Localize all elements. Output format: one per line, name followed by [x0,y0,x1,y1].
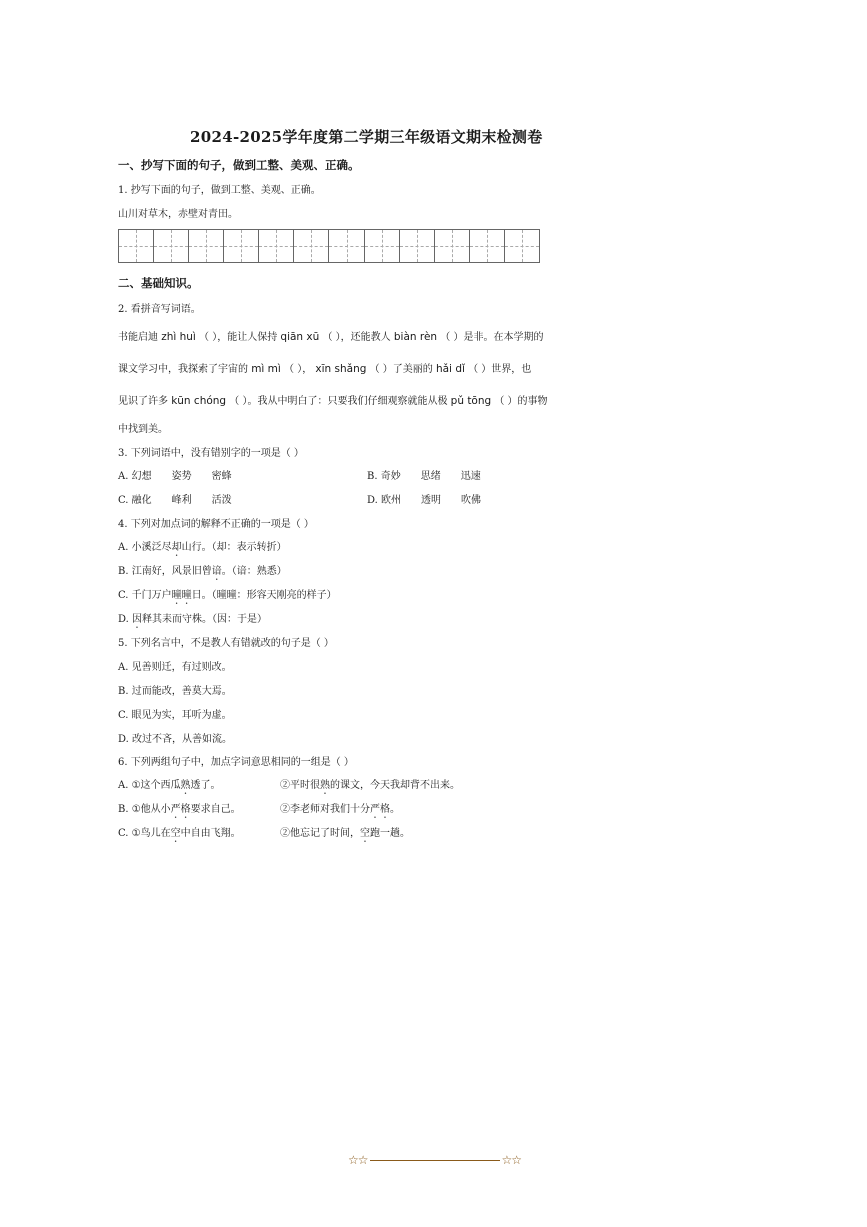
q5-option-b[interactable]: B. 过而能改，善莫大焉。 [118,686,232,697]
q3-prompt: 3. 下列词语中，没有错别字的一项是（ ） [118,448,304,459]
dotted-word: 谙 [211,566,222,577]
q2-blank[interactable]: （ ）的事物 [494,396,548,407]
q2-blank[interactable]: （ ）。我从中明白了：只要我们仔细观察就能从极 [229,396,448,407]
option-text: 释其耒而守株。（因：于是） [142,614,268,625]
grid-cell[interactable] [259,229,294,263]
dotted-word: 曈曈 [171,590,192,601]
q2-text: 书能启迪 [118,332,158,343]
dotted-word: 熟 [320,780,330,791]
q5-prompt: 5. 下列名言中，不是教人有错就改的句子是（ ） [118,638,334,649]
q5-option-a[interactable]: A. 见善则迁，有过则改。 [118,662,232,673]
q4-option-d[interactable] [118,610,267,631]
grid-cell[interactable] [189,229,224,263]
grid-cell[interactable] [329,229,364,263]
pinyin: biàn rèn [393,331,438,343]
q4-option-c[interactable] [118,586,337,607]
option-text: 山行。（却：表示转折） [181,542,287,553]
grid-cell[interactable] [435,229,470,263]
star-icon: ☆☆ [348,1153,368,1167]
q2-blank[interactable]: （ ），能让人保持 [199,332,278,343]
q2-text: 见识了许多 [118,396,168,407]
option-text: 跑一趟。 [370,828,410,839]
section-2-heading: 二、基础知识。 [118,276,199,290]
dotted-word: 空 [360,828,370,839]
option-text: B. 江南好，风景旧曾 [118,566,212,577]
exam-title: 2024-2025学年度第二学期三年级语文期末检测卷 [190,128,543,146]
option-text: A. 小溪泛尽 [118,542,172,553]
writing-grid[interactable] [118,229,540,263]
option-text: 中自由飞翔。 [180,828,241,839]
grid-cell[interactable] [119,229,154,263]
q3-option-b[interactable]: B. 奇妙 思绪 迅速 [367,471,481,482]
q4-option-a[interactable] [118,538,287,559]
q3-option-a[interactable]: A. 幻想 姿势 密蜂 [118,471,232,482]
footer-divider [370,1160,500,1161]
pinyin: mì mì [251,363,281,375]
grid-cell[interactable] [224,229,259,263]
q6-option-b-2 [280,800,400,821]
option-text: 。 [390,804,400,815]
dotted-word: 空 [170,828,181,839]
grid-cell[interactable] [154,229,189,263]
option-text: ②平时很 [280,780,320,791]
option-text: 透了。 [190,780,221,791]
grid-cell[interactable] [294,229,329,263]
q4-prompt: 4. 下列对加点词的解释不正确的一项是（ ） [118,519,314,530]
pinyin: qiān xū [280,331,320,343]
option-text: A. ①这个西瓜 [118,780,181,791]
q6-option-a-1[interactable] [118,776,221,797]
pinyin: hǎi dǐ [435,363,465,375]
pinyin: pǔ tōng [450,395,492,407]
dotted-word: 却 [171,542,182,553]
dotted-word: 熟 [180,780,191,791]
pinyin: xīn shǎng [315,363,367,375]
q6-option-c-1[interactable] [118,824,241,845]
q2-line-1 [118,328,543,343]
q2-line-2 [118,360,531,375]
option-text: 。（谙：熟悉） [221,566,287,577]
q1-prompt: 1. 抄写下面的句子，做到工整、美观、正确。 [118,185,321,196]
option-text: ②李老师对我们十分 [280,804,370,815]
q3-option-d[interactable]: D. 欧州 透明 吹佛 [367,495,482,506]
q3-option-c[interactable]: C. 融化 峰利 活泼 [118,495,232,506]
option-text: 的课文，今天我却背不出来。 [330,780,460,791]
option-text: C. 千门万户 [118,590,172,601]
q6-option-a-2 [280,776,460,797]
q2-text: 课文学习中，我探索了宇宙的 [118,364,248,375]
grid-cell[interactable] [505,229,540,263]
star-icon: ☆☆ [501,1153,522,1167]
q2-blank[interactable]: （ ）世界，也 [468,364,532,375]
option-text: 日。（曈曈：形容天刚亮的样子） [191,590,337,601]
dotted-word: 因 [132,614,143,625]
q5-option-d[interactable]: D. 改过不吝，从善如流。 [118,734,233,745]
q2-blank[interactable]: （ ），还能教人 [322,332,391,343]
page-footer [348,1153,521,1167]
q6-option-b-1[interactable] [118,800,241,821]
q2-blank[interactable]: （ ）， [284,364,313,375]
grid-cell[interactable] [400,229,435,263]
option-text: C. ①鸟儿在 [118,828,171,839]
q2-blank[interactable]: （ ）了美丽的 [369,364,433,375]
dotted-word: 严格 [170,804,191,815]
q2-line-3 [118,392,548,407]
option-text: D. [118,614,133,625]
dotted-word: 严格 [370,804,390,815]
option-text: B. ①他从小 [118,804,171,815]
option-text: 要求自己。 [190,804,241,815]
pinyin: kūn chóng [171,395,227,407]
q1-source-text: 山川对草木，赤壁对青田。 [118,209,238,220]
q2-line-4: 中找到美。 [118,424,168,435]
section-1-heading: 一、抄写下面的句子，做到工整、美观、正确。 [118,158,360,172]
q5-option-c[interactable]: C. 眼见为实，耳听为虚。 [118,710,232,721]
q6-option-c-2 [280,824,410,845]
option-text: ②他忘记了时间， [280,828,360,839]
pinyin: zhì huì [161,331,196,343]
q2-blank[interactable]: （ ）是非。在本学期的 [440,332,544,343]
q2-prompt: 2. 看拼音写词语。 [118,304,201,315]
q6-prompt: 6. 下列两组句子中，加点字词意思相同的一组是（ ） [118,757,354,768]
grid-cell[interactable] [470,229,505,263]
q4-option-b[interactable] [118,562,287,583]
grid-cell[interactable] [365,229,400,263]
